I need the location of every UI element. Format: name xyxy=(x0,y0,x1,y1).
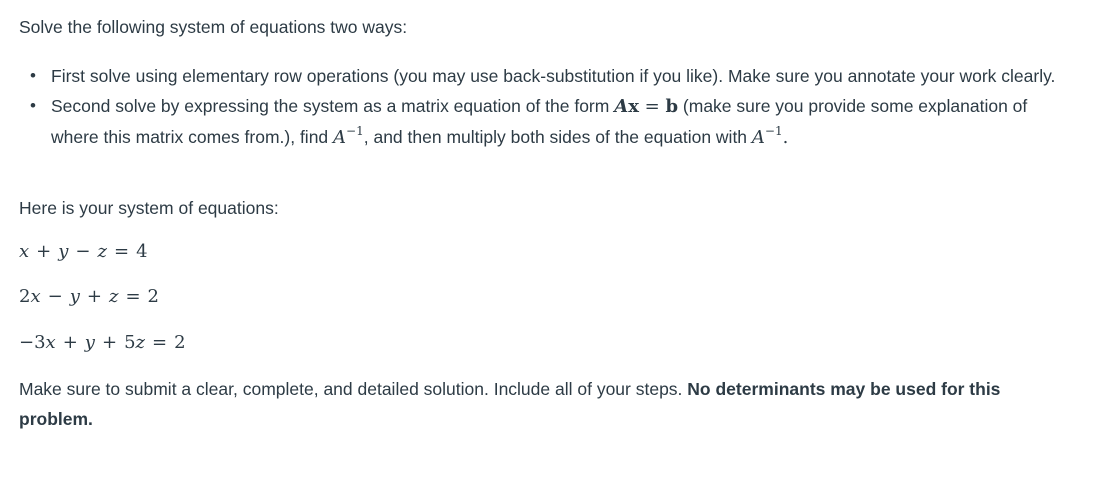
instruction-item-row-operations xyxy=(19,61,1059,91)
inverse-matrix-formula: $A^{-1}$. xyxy=(751,124,789,148)
instruction-text: First solve using elementary row operations (you may use back-substitution if you like). Make sure you annotate your work clearly. xyxy=(51,66,1056,86)
instruction-list xyxy=(19,61,1059,154)
equations-lead-in: Here is your system of equations: xyxy=(19,198,279,218)
closing-paragraph xyxy=(19,374,1059,434)
instruction-text: , and then multiply both sides of the equation with xyxy=(363,127,748,147)
inverse-matrix-formula: $A^{-1}$ xyxy=(333,124,364,148)
instruction-item-matrix-equation xyxy=(19,91,1059,154)
equation-1: x + y − z = 4 xyxy=(19,241,148,262)
equation-2: 2x − y + z = 2 xyxy=(19,286,159,307)
closing-text: Make sure to submit a clear, complete, and detailed solution. Include all of your steps. xyxy=(19,379,683,399)
instruction-text: (make sure you provide some explanation of where this matrix comes from.), find xyxy=(51,96,1028,147)
instruction-text: Second solve by expressing the system as a matrix equation of the form xyxy=(51,96,610,116)
closing-bold-note: No determinants may be used for this problem. xyxy=(19,379,1001,429)
intro-text: Solve the following system of equations two ways: xyxy=(19,17,408,37)
equation-3: −3x + y + 5z = 2 xyxy=(19,332,186,353)
matrix-equation-formula: Ax = b xyxy=(614,96,679,117)
